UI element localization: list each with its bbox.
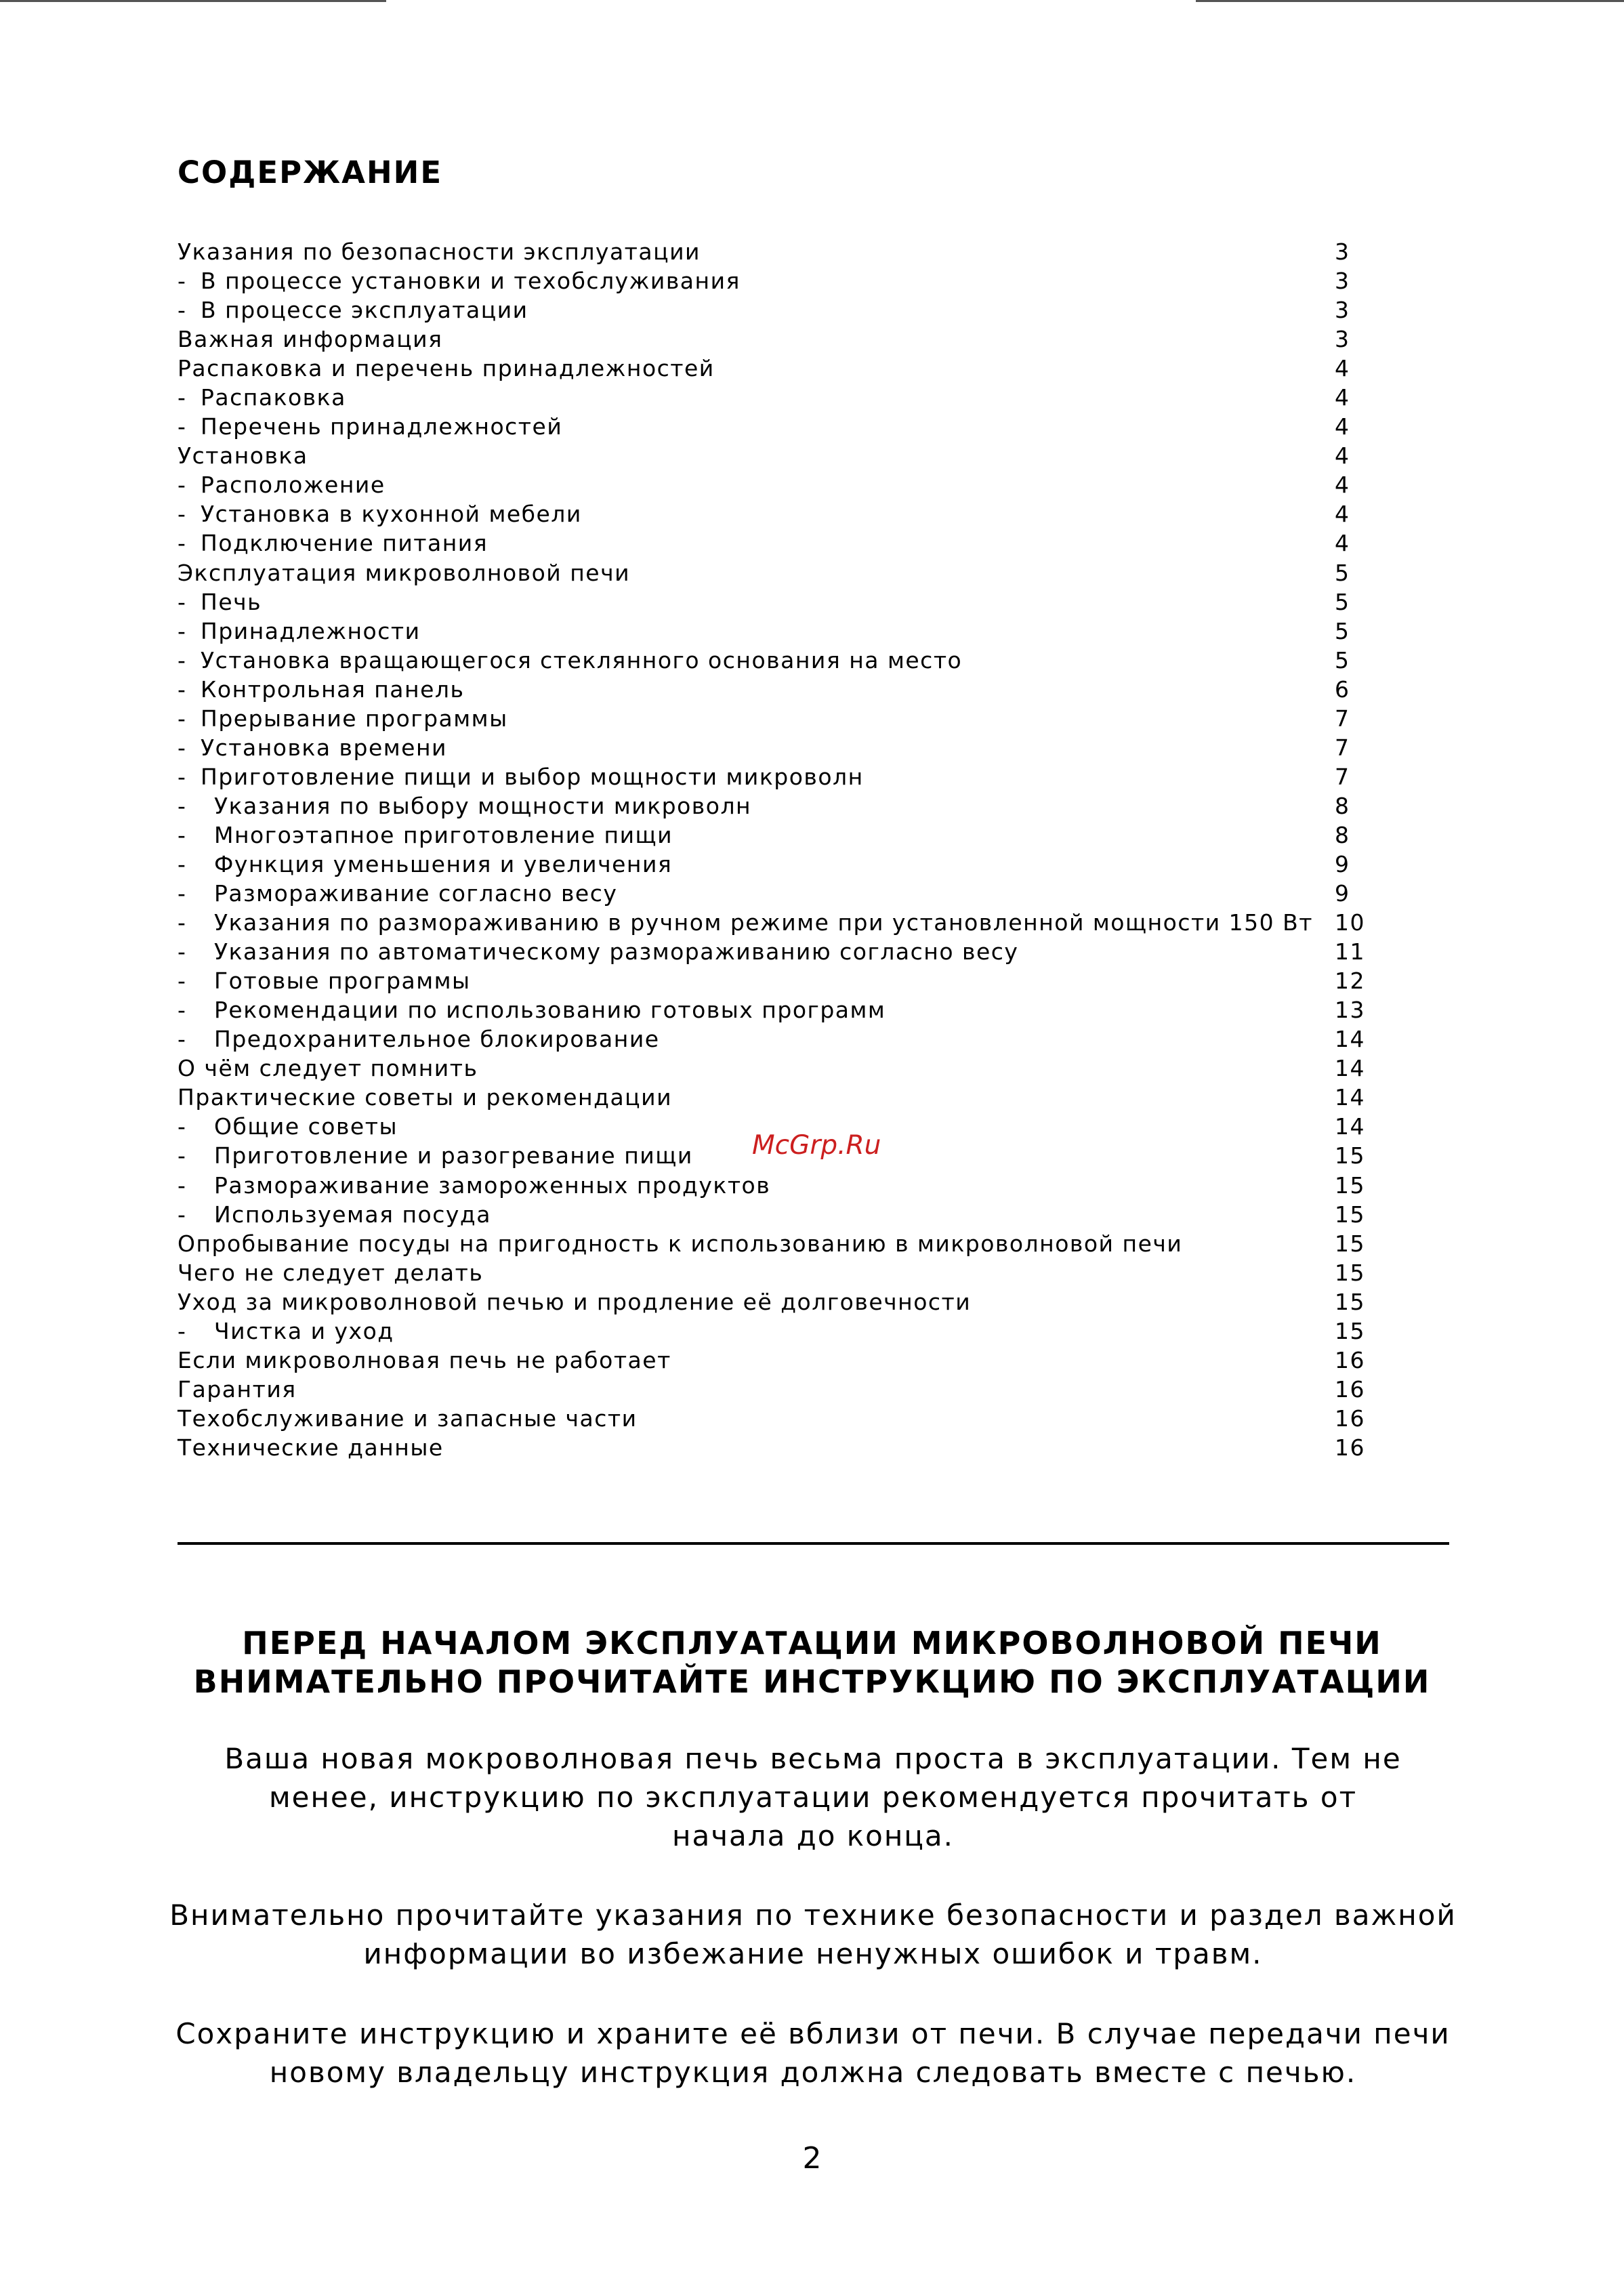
toc-entry-label: - Общие советы [178,1112,398,1141]
toc-entry-page: 14 [1335,1084,1365,1111]
toc-entry [178,1171,1363,1200]
toc-entry-page: 16 [1335,1346,1365,1373]
toc-entry-label: - Подключение питания [178,528,488,558]
toc-entry-label: - Указания по выбору мощности микроволн [178,791,751,821]
paragraph-line: менее, инструкцию по эксплуатации рекомендуется прочитать от [268,1781,1358,1814]
toc-entry [178,295,1363,325]
toc-entry [178,850,1363,879]
toc-entry [178,995,1363,1024]
toc-entry-label: - Распаковка [178,383,346,412]
toc-entry-page: 7 [1335,763,1350,790]
toc-entry-page: 9 [1335,880,1350,907]
toc-entry [178,1346,1363,1375]
toc-entry [178,325,1363,354]
toc-entry [178,646,1363,675]
toc-entry-label: Если микроволновая печь не работает [178,1346,671,1373]
toc-entry-label: - Чистка и уход [178,1316,394,1346]
warning-heading-line-2: ВНИМАТЕЛЬНО ПРОЧИТАЙТЕ ИНСТРУКЦИЮ ПО ЭКСПЛУАТАЦИИ [193,1663,1431,1700]
toc-entry-label: Важная информация [178,326,443,353]
paragraph-line: Сохраните инструкцию и храните её вблизи от печи. В случае передачи печи [175,2017,1451,2050]
toc-entry-page: 9 [1335,850,1350,877]
toc-entry [178,1229,1363,1258]
toc-entry [178,1316,1363,1346]
toc-entry-page: 5 [1335,588,1350,615]
toc-entry [178,908,1363,937]
toc-entry-page: 4 [1335,472,1350,499]
paragraph-line: новому владельцу инструкция должна следовать вместе с печью. [269,2056,1357,2089]
toc-entry [178,937,1363,966]
toc-entry-label: Распаковка и перечень принадлежностей [178,355,715,382]
toc-title: СОДЕРЖАНИЕ [178,154,443,190]
toc-entry-label: - Установка в кухонной мебели [178,499,582,528]
toc-entry [178,704,1363,733]
toc-entry-page: 6 [1335,676,1350,703]
paragraph-line: информации во избежание ненужных ошибок и травм. [363,1937,1263,1970]
safety-paragraph [156,1896,1470,1973]
watermark: McGrp.Ru [752,1130,881,1161]
toc-entry [178,237,1363,266]
toc-entry-label: - Указания по автоматическому размораживанию согласно весу [178,937,1018,966]
toc-entry [178,528,1363,558]
toc-entry [178,1200,1363,1229]
toc-entry-label: - Предохранительное блокирование [178,1024,660,1054]
toc-entry [178,879,1363,908]
toc-entry [178,354,1363,383]
toc-entry-label: Эксплуатация микроволновой печи [178,559,631,586]
toc-entry-label: - Используемая посуда [178,1200,491,1229]
toc-entry-label: Техобслуживание и запасные части [178,1405,638,1432]
toc-entry [178,1024,1363,1054]
toc-entry-label: - Печь [178,587,262,617]
toc-entry-label: О чём следует помнить [178,1055,478,1082]
toc-entry-label: - Готовые программы [178,966,471,995]
toc-entry [178,1375,1363,1404]
intro-paragraph [156,1739,1470,1855]
toc-entry-page: 4 [1335,413,1350,440]
toc-entry-page: 4 [1335,384,1350,411]
toc-entry-label: - Контрольная панель [178,675,464,704]
toc-entry-label: - Указания по размораживанию в ручном режиме при установленной мощности 150 Вт [178,908,1313,937]
paragraph-line: Внимательно прочитайте указания по технике безопасности и раздел важной [169,1899,1457,1932]
page-number: 2 [802,2141,822,2176]
scan-edge-line-left [0,0,386,2]
toc-entry-page: 3 [1335,326,1350,353]
toc-entry-label: Чего не следует делать [178,1259,484,1286]
toc-entry [178,1054,1363,1083]
table-of-contents [178,237,1363,1462]
toc-entry [178,617,1363,646]
toc-entry [178,412,1363,441]
toc-entry-page: 16 [1335,1375,1365,1403]
toc-entry-label: - Прерывание программы [178,704,508,733]
toc-entry-label: - Рекомендации по использованию готовых программ [178,995,886,1024]
toc-entry-label: - Установка вращающегося стеклянного основания на место [178,646,962,675]
toc-entry-page: 15 [1335,1171,1365,1199]
toc-entry [178,383,1363,412]
toc-entry [178,499,1363,528]
toc-entry-page: 4 [1335,501,1350,528]
toc-entry-page: 7 [1335,734,1350,761]
warning-heading-line-1: ПЕРЕД НАЧАЛОМ ЭКСПЛУАТАЦИИ МИКРОВОЛНОВОЙ ПЕЧИ [242,1625,1382,1661]
toc-entry-page: 4 [1335,355,1350,382]
toc-entry-label: - Размораживание согласно весу [178,879,617,908]
paragraph-line: Ваша новая мокроволновая печь весьма проста в эксплуатации. Тем не [224,1742,1402,1775]
toc-entry-label: - Размораживание замороженных продуктов [178,1171,770,1200]
toc-entry-page: 10 [1335,909,1365,936]
toc-entry [178,1433,1363,1462]
toc-entry-page: 3 [1335,297,1350,324]
toc-entry-page: 15 [1335,1288,1365,1315]
toc-entry-label: - Приготовление и разогревание пищи [178,1141,693,1170]
toc-entry-label: Установка [178,442,308,470]
toc-entry-page: 14 [1335,1055,1365,1082]
toc-entry-page: 4 [1335,442,1350,470]
toc-entry [178,821,1363,850]
scan-edge-line-right [1196,0,1624,2]
toc-entry-page: 5 [1335,646,1350,673]
toc-entry-page: 8 [1335,821,1350,848]
paragraph-line: начала до конца. [672,1819,954,1852]
toc-entry [178,1083,1363,1112]
toc-entry-page: 8 [1335,792,1350,819]
toc-entry-label: Уход за микроволновой печью и продление её долговечности [178,1288,972,1315]
toc-entry-label: - В процессе эксплуатации [178,295,528,325]
toc-entry-page: 16 [1335,1405,1365,1432]
toc-entry-label: - Установка времени [178,733,447,762]
toc-entry-page: 13 [1335,997,1365,1024]
toc-entry [178,470,1363,499]
toc-entry [178,1404,1363,1433]
toc-entry-page: 14 [1335,1026,1365,1053]
toc-entry-page: 11 [1335,938,1365,966]
toc-entry-page: 7 [1335,705,1350,732]
toc-entry-page: 4 [1335,530,1350,557]
toc-entry [178,675,1363,704]
toc-entry-page: 15 [1335,1142,1365,1169]
toc-entry-label: Указания по безопасности эксплуатации [178,238,701,265]
toc-entry [178,791,1363,821]
toc-entry [178,441,1363,470]
toc-entry [178,1287,1363,1316]
toc-entry-page: 5 [1335,617,1350,644]
toc-entry-label: Гарантия [178,1375,297,1403]
toc-entry-page: 14 [1335,1113,1365,1140]
toc-entry-page: 15 [1335,1259,1365,1286]
toc-entry-label: - Приготовление пищи и выбор мощности микроволн [178,762,864,791]
toc-entry-label: - В процессе установки и техобслуживания [178,266,741,295]
toc-entry-page: 15 [1335,1201,1365,1228]
toc-entry-page: 5 [1335,559,1350,586]
toc-entry-label: Практические советы и рекомендации [178,1084,673,1111]
toc-entry-page: 16 [1335,1434,1365,1461]
toc-entry-label: - Расположение [178,470,386,499]
toc-entry [178,966,1363,995]
toc-entry-label: Технические данные [178,1434,444,1461]
toc-entry [178,587,1363,617]
toc-entry-label: Опробывание посуды на пригодность к использованию в микроволновой печи [178,1230,1183,1257]
toc-entry-label: - Функция уменьшения и увеличения [178,850,672,879]
toc-entry-page: 3 [1335,268,1350,295]
toc-entry [178,733,1363,762]
toc-entry [178,1258,1363,1287]
toc-entry [178,762,1363,791]
toc-entry-page: 3 [1335,238,1350,265]
toc-entry-label: - Принадлежности [178,617,421,646]
toc-entry-label: - Перечень принадлежностей [178,412,562,441]
toc-entry [178,266,1363,295]
toc-entry-page: 15 [1335,1230,1365,1257]
toc-entry [178,558,1363,587]
toc-entry-page: 15 [1335,1317,1365,1344]
toc-entry-page: 12 [1335,968,1365,995]
section-divider [178,1542,1449,1545]
keep-manual-paragraph [156,2014,1470,2092]
toc-entry-label: - Многоэтапное приготовление пищи [178,821,673,850]
